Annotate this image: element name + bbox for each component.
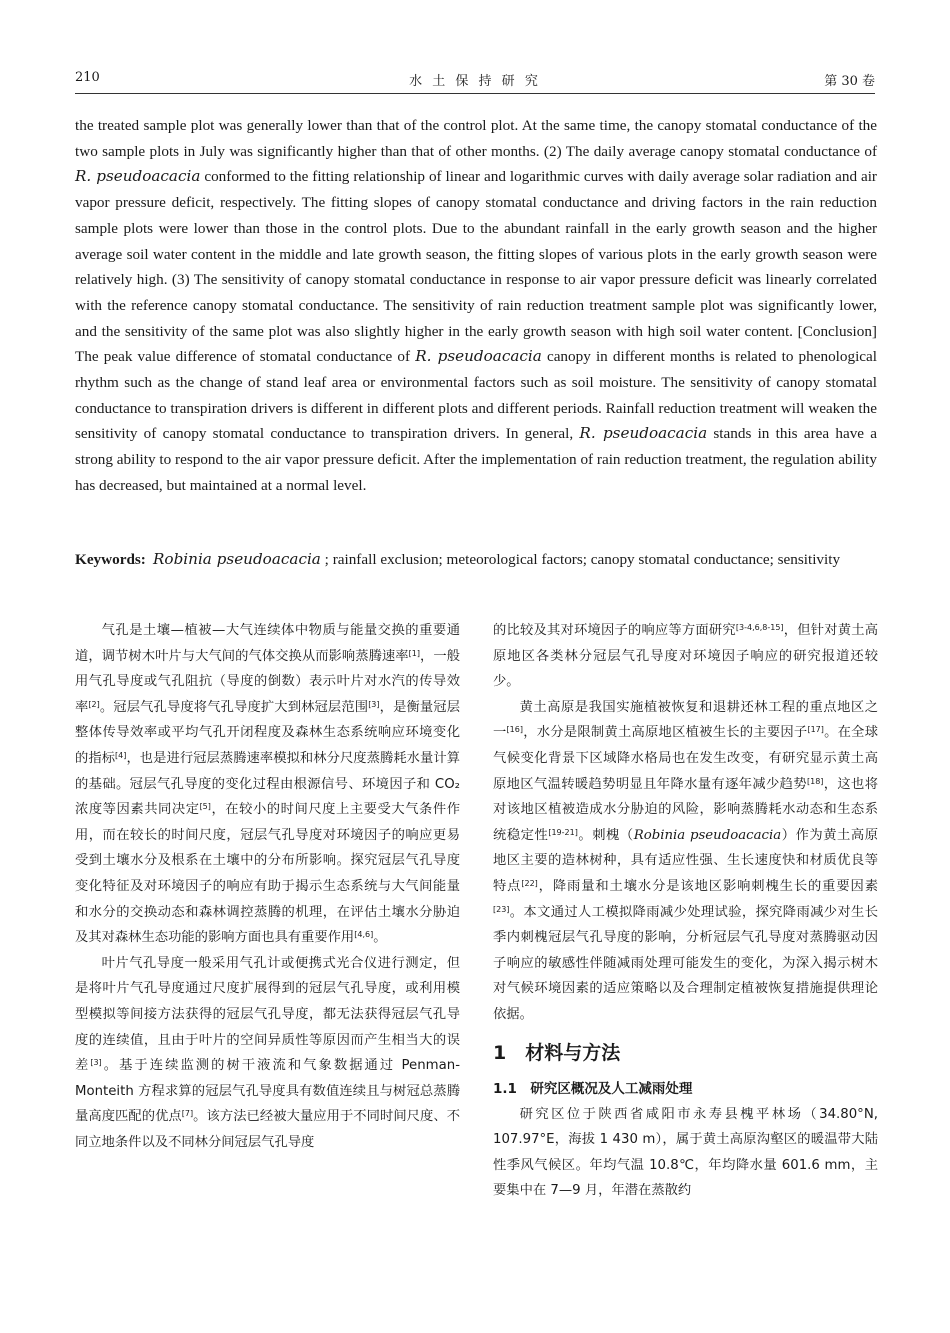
section-heading-1: 1 材料与方法 [493,1041,621,1064]
page-number: 210 [75,70,100,85]
intro-paragraph-1: 气孔是土壤—植被—大气连续体中物质与能量交换的重要通道，调节树木叶片与大气间的气体交换从而影响蒸腾速率[1]，一般用气孔导度或气孔阻抗（导度的倒数）表示叶片对水汽的传导效率[2]。冠层气孔导度将气孔导度扩大到林冠层范围[3]，是衡量冠层整体传导效率或平均气孔开闭程度及森林生态系统响应环境变化的指标[4]，也是进行冠层蒸腾速率模拟和林分尺度蒸腾耗水量计算的基础。冠层气孔导度的变化过程由根源信号、环境因子和 CO₂ 浓度等因素共同决定[5]，在较小的时间尺度上主要受大气条件作用，而在较长的时间尺度，冠层气孔导度对环境因子的响应更易受到土壤水分及根系在土壤中的分布所影响。探究冠层气孔导度变化特征及对环境因子的响应有助于揭示生态系统与大气间能量和水分的交换动态和森林调控蒸腾的机理，在评估土壤水分胁迫及其对森林生态功能的影响方面也具有重要作用[4,6]。 [75,623,461,946]
citation: [22] [521,878,538,888]
volume-label: 第 30 卷 [824,74,875,89]
citation: [17] [807,725,824,735]
intro-paragraph-3: 黄土高原是我国实施植被恢复和退耕还林工程的重点地区之一[16]，水分是限制黄土高原地区植被生长的主要因子[17]。在全球气候变化背景下区域降水格局也在发生改变，有研究显示黄土高原地区气温转暖趋势明显且年降水量有逐年减少趋势[18]，这也将对该地区植被造成水分胁迫的风险，影响蒸腾耗水动态和生态系统稳定性[19-21]。刺槐（Robinia pseudoacacia）作为黄土高原地区主要的造林树种，具有适应性强、生长速度快和材质优良等特点[22]，降雨量和土壤水分是该地区影响刺槐生长的重要因素[23]。本文通过人工模拟降雨减少处理试验，探究降雨减少对生长季内刺槐冠层气孔导度的影响，分析冠层气孔导度对蒸腾驱动因子响应的敏感性伴随减雨处理可能发生的变化，为深入揭示树木对气候环境因素的适应策略以及合理制定植被恢复措施提供理论依据。 [493,699,879,1022]
citation: [3-4,6,8-15] [735,623,784,632]
page-header [75,64,875,94]
citation: [4,6] [354,930,374,940]
species-name: R. pseudoacacia [579,424,708,443]
abstract-body [75,113,877,499]
citation: [7] [181,1109,194,1119]
citation: [23] [493,904,510,914]
citation: [2] [88,699,100,709]
citation: [1] [408,648,420,658]
abstract-text: conformed to the fitting relationship of linear and logarithmic curves with daily average solar radiation and air vapor pressure deficit, respectively. The fitting slopes of canopy stomatal conductance and driving factors in the rain reduction sample plots were lower than those in the control plots. Due to the abundant rainfall in the early growth season and the higher average soil water content in the middle and late growth season, the fitting slopes of various plots in the early growth season were relatively high. (3) The sensitivity of canopy stomatal conductance in response to air vapor pressure deficit was linearly correlated with the reference canopy stomatal conductance. The sensitivity of rain reduction treatment sample plot was significantly lower, and the sensitivity of the same plot was also slightly higher in the early growth season with high soil water content. [Conclusion] The peak value difference of stomatal conductance of [75,168,877,366]
left-column [75,618,460,1155]
abstract-text: stands in this area have a strong ability to respond to the air vapor pressure deficit. After the implementation of rain reduction treatment, the regulation ability has decreased, but maintained at a normal level. [75,425,878,494]
species-name: R. pseudoacacia [75,167,201,186]
intro-paragraph-2: 叶片气孔导度一般采用气孔计或便携式光合仪进行测定，但是将叶片气孔导度通过尺度扩展得到的冠层气孔导度，或利用模型模拟等间接方法获得的冠层气孔导度，都无法获得冠层气孔导度的连续值，且由于叶片的空间异质性等原因而产生相当大的误差[3]。基于连续监测的树干液流和气象数据通过 Penman-Monteith 方程求算的冠层气孔导度具有数值连续且与树冠总蒸腾量高度匹配的优点[7]。该方法已经被大量应用于不同时间尺度、不同立地条件以及不同林分间冠层气孔导度 [75,955,461,1150]
abstract-paragraph [75,113,877,499]
citation: [16] [506,725,523,735]
species-name: Robinia pseudoacacia [633,827,782,843]
subsection-heading-1-1: 1.1 研究区概况及人工减雨处理 [493,1080,693,1097]
citation: [4] [115,750,127,760]
keywords-list [153,547,877,573]
keywords [75,547,877,573]
right-column [493,618,878,1204]
study-area-paragraph: 研究区位于陕西省咸阳市永寿县槐平林场（34.80°N, 107.97°E，海拔 1 430 m），属于黄土高原沟壑区的暖温带大陆性季风气候区。年均气温 10.8℃，年均降水量 601.6 mm，主要集中在 7—9 月，年潜在蒸散约 [493,1106,878,1199]
citation: [3] [90,1058,102,1068]
abstract-text: canopy in different months is related to phenological rhythm such as the change of stand leaf area or environmental factors such as soil moisture. The sensitivity of canopy stomatal conductance to transpiration drivers is different in different plots and different periods. Rainfall reduction treatment will weaken the sensitivity of canopy stomatal conductance to transpiration drivers. In general, [75,348,878,443]
species-name: R. pseudoacacia [415,347,542,366]
abstract-text: the treated sample plot was generally lower than that of the control plot. At the same time, the canopy stomatal conductance of the two sample plots in July was significantly higher than that of other months. (2) The daily average canopy stomatal conductance of [75,117,877,160]
keyword-species: Robinia pseudoacacia [153,550,321,569]
journal-title: 水 土 保 持 研 究 [409,74,541,89]
keyword-rest: ; rainfall exclusion; meteorological factors; canopy stomatal conductance; sensitivity [320,551,841,569]
intro-paragraph-2-cont: 的比较及其对环境因子的响应等方面研究[3-4,6,8-15]，但针对黄土高原地区各类林分冠层气孔导度对环境因子响应的研究报道还较少。 [493,623,879,690]
citation: [19-21] [548,827,578,837]
citation: [18] [806,776,824,786]
citation: [5] [199,802,211,812]
keywords-label: Keywords: [75,551,146,568]
citation: [3] [368,699,380,709]
